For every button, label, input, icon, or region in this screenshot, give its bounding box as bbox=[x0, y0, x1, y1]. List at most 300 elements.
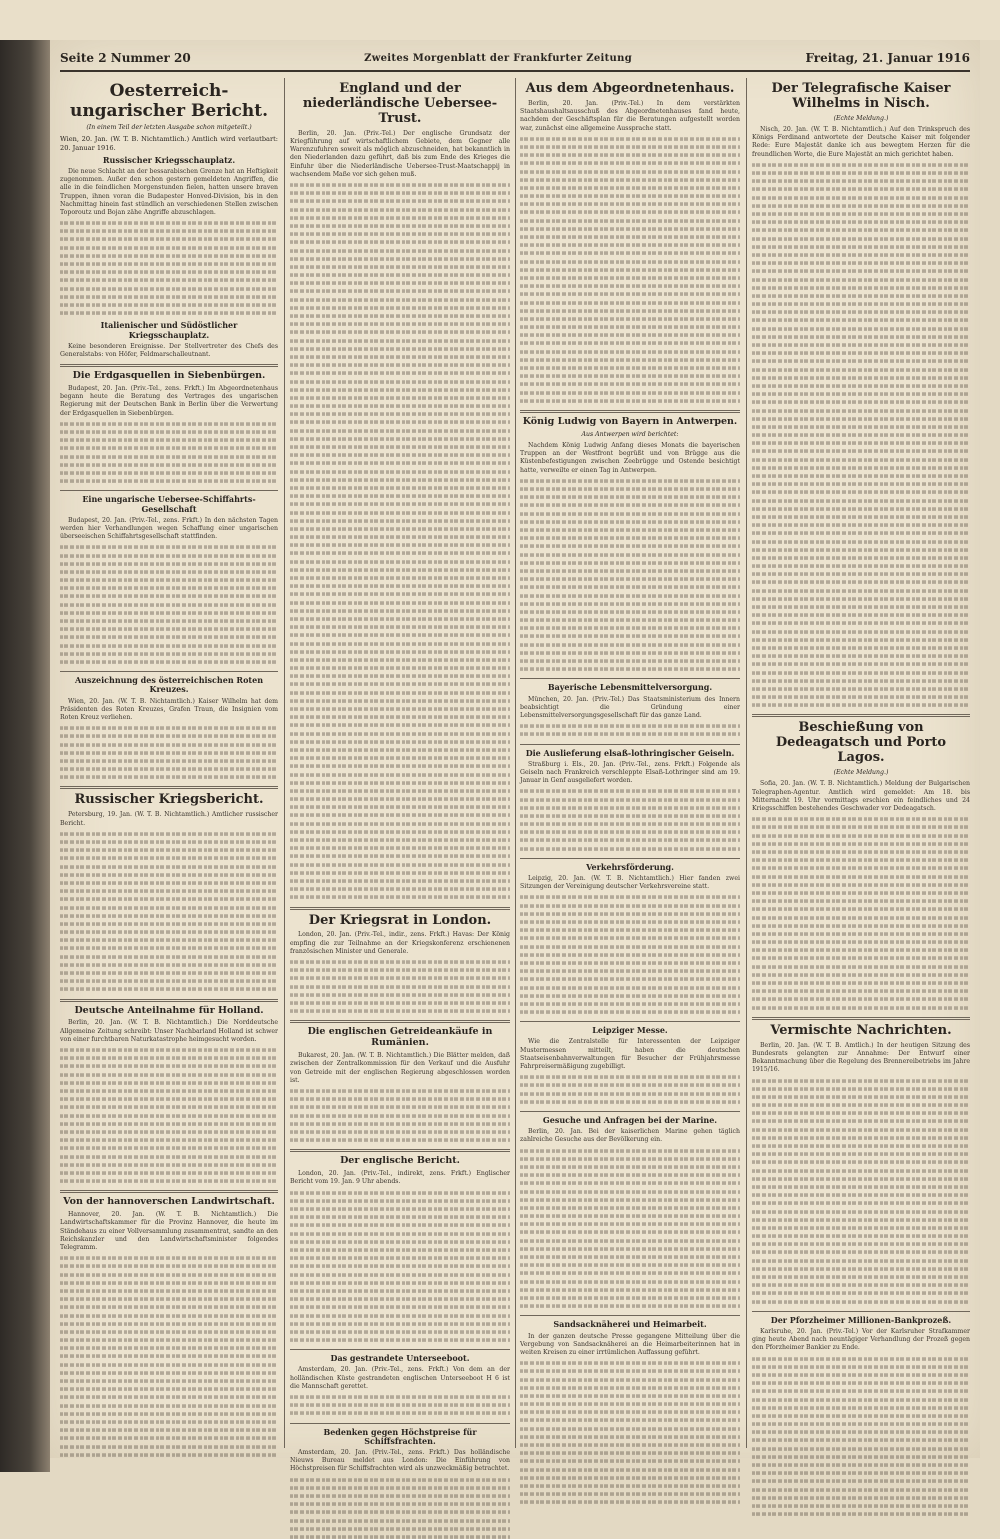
text-line bbox=[752, 302, 970, 306]
text-line bbox=[520, 1419, 740, 1423]
text-line bbox=[60, 1265, 278, 1269]
text-line bbox=[60, 1297, 278, 1301]
text-line bbox=[290, 347, 510, 351]
text-line bbox=[290, 331, 510, 335]
headline-red-cross: Auszeichnung des österreichischen Roten Kreuzes. bbox=[74, 675, 264, 695]
text-line bbox=[752, 515, 970, 519]
text-line bbox=[290, 1248, 510, 1252]
text-line bbox=[290, 1338, 510, 1342]
text-line bbox=[60, 1371, 278, 1375]
section-divider bbox=[520, 744, 740, 745]
text-line bbox=[290, 1001, 510, 1005]
text-line bbox=[752, 474, 970, 478]
text-line bbox=[520, 235, 740, 239]
text-line bbox=[290, 1502, 510, 1506]
text-line bbox=[60, 759, 278, 763]
text-line bbox=[752, 1095, 970, 1099]
text-line bbox=[752, 1169, 970, 1173]
text-line bbox=[520, 496, 740, 500]
text-line bbox=[60, 627, 278, 631]
text-line bbox=[752, 335, 970, 339]
text-line bbox=[290, 372, 510, 376]
column-2 bbox=[290, 78, 510, 1473]
text-line bbox=[60, 955, 278, 959]
text-line bbox=[520, 1443, 740, 1447]
text-line bbox=[752, 1390, 970, 1394]
text-line bbox=[520, 1296, 740, 1300]
article-paragraph: Karlsruhe, 20. Jan. (Priv.-Tel.) Vor der Karlsruher Strafkammer ging heute Abend nach neuntägiger Verhandlung der Prozeß gegen den Pforzheimer Bankier zu Ende. bbox=[752, 1327, 970, 1352]
text-line bbox=[60, 840, 278, 844]
text-line bbox=[520, 268, 740, 272]
article-paragraph: Wien, 20. Jan. (W. T. B. Nichtamtlich.) Kaiser Wilhelm hat dem Präsidenten des Roten Kreuzes, Grafen Traun, die Insignien vom Roten Kreuz verliehen. bbox=[60, 697, 278, 721]
article-paragraph: München, 20. Jan. (Priv.-Tel.) Das Staatsministerium des Innern beabsichtigt die Gründung einer Lebensmittelversorgungsgesellschaft für das ganze Land. bbox=[520, 695, 740, 719]
article-paragraph: Berlin, 20. Jan. Bei der kaiserlichen Marine gehen täglich zahlreiche Gesuche aus der Bevölkerung ein. bbox=[520, 1128, 740, 1144]
text-line bbox=[60, 776, 278, 780]
text-line bbox=[752, 204, 970, 208]
text-line bbox=[60, 546, 278, 550]
text-line bbox=[290, 216, 510, 220]
text-line bbox=[520, 1214, 740, 1218]
text-line bbox=[752, 1439, 970, 1443]
text-line bbox=[60, 751, 278, 755]
section-divider bbox=[520, 678, 740, 679]
section-divider bbox=[290, 1423, 510, 1424]
text-line bbox=[520, 594, 740, 598]
text-line bbox=[290, 691, 510, 695]
text-line bbox=[290, 756, 510, 760]
subheading-russian-theater: Russischer Kriegsschauplatz. bbox=[102, 154, 236, 165]
section-divider bbox=[520, 1315, 740, 1316]
article-intro: Aus Antwerpen wird berichtet: bbox=[581, 430, 679, 438]
article-paragraph: Nisch, 20. Jan. (W. T. B. Nichtamtlich.) Auf den Trinkspruch des Königs Ferdinand antwortete der Deutsche Kaiser mit folgender Rede: Eure Majestät danke ich aus bewegtem Herzen für die freundlichen Worte, die Eure Majestät an mich gerichtet haben. bbox=[752, 126, 970, 158]
text-line bbox=[752, 548, 970, 552]
text-line bbox=[290, 707, 510, 711]
text-line bbox=[290, 413, 510, 417]
article-paragraph: Berlin, 20. Jan. (Priv.-Tel.) In dem verstärkten Staatshaushaltsausschuß des Abgeordnetenhauses fand heute, nachdem der Geschäftsplan für die Beratungen aufgestellt worden war, zunächst eine allgemeine Aussprache statt. bbox=[520, 99, 740, 132]
text-line bbox=[520, 342, 740, 346]
text-line bbox=[752, 442, 970, 446]
text-line bbox=[290, 494, 510, 498]
text-line bbox=[520, 1468, 740, 1472]
text-line bbox=[752, 573, 970, 577]
text-line bbox=[290, 462, 510, 466]
section-divider bbox=[520, 1111, 740, 1112]
text-line bbox=[752, 581, 970, 585]
text-line bbox=[60, 1355, 278, 1359]
text-line bbox=[520, 1255, 740, 1259]
text-line bbox=[290, 993, 510, 997]
text-line bbox=[290, 1216, 510, 1220]
text-line bbox=[752, 1357, 970, 1361]
text-line bbox=[60, 578, 278, 582]
text-line bbox=[520, 1190, 740, 1194]
text-line bbox=[520, 1263, 740, 1267]
text-line bbox=[290, 1412, 510, 1416]
text-line bbox=[290, 724, 510, 728]
text-line bbox=[752, 523, 970, 527]
text-line bbox=[520, 1173, 740, 1177]
text-line bbox=[290, 191, 510, 195]
text-line bbox=[752, 924, 970, 928]
text-line bbox=[290, 773, 510, 777]
text-line bbox=[290, 388, 510, 392]
text-line bbox=[520, 1010, 740, 1014]
text-line bbox=[290, 732, 510, 736]
text-line bbox=[60, 279, 278, 283]
text-line bbox=[520, 651, 740, 655]
section-divider bbox=[60, 671, 278, 672]
text-line bbox=[290, 290, 510, 294]
text-line bbox=[520, 317, 740, 321]
text-line bbox=[752, 327, 970, 331]
text-line bbox=[520, 1157, 740, 1161]
text-line bbox=[752, 278, 970, 282]
headline-subtitle: (Echte Meldung.) bbox=[833, 769, 889, 777]
text-line bbox=[752, 1496, 970, 1500]
text-line bbox=[752, 180, 970, 184]
text-line bbox=[520, 203, 740, 207]
text-line bbox=[752, 1226, 970, 1230]
text-line bbox=[520, 186, 740, 190]
text-line bbox=[752, 319, 970, 323]
text-line bbox=[290, 404, 510, 408]
text-line bbox=[752, 1471, 970, 1475]
section-divider bbox=[752, 1311, 970, 1312]
text-line bbox=[520, 1149, 740, 1153]
text-line bbox=[520, 1280, 740, 1284]
text-line bbox=[60, 1412, 278, 1416]
text-line bbox=[290, 568, 510, 572]
text-line bbox=[290, 1297, 510, 1301]
text-line bbox=[290, 748, 510, 752]
text-line bbox=[752, 1463, 970, 1467]
text-line bbox=[520, 953, 740, 957]
text-line bbox=[520, 733, 740, 737]
text-line bbox=[290, 584, 510, 588]
text-line bbox=[520, 243, 740, 247]
text-line bbox=[60, 652, 278, 656]
text-line bbox=[290, 232, 510, 236]
column-rule bbox=[515, 78, 516, 1448]
text-line bbox=[60, 1097, 278, 1101]
headline-leipzig-fair: Leipziger Messe. bbox=[592, 1025, 668, 1036]
text-line bbox=[752, 1243, 970, 1247]
text-line bbox=[60, 270, 278, 274]
text-line bbox=[290, 601, 510, 605]
text-line bbox=[290, 200, 510, 204]
text-line bbox=[290, 1330, 510, 1334]
text-line bbox=[752, 1193, 970, 1197]
text-line bbox=[752, 1447, 970, 1451]
text-line bbox=[520, 1084, 740, 1088]
headline-parliament: Aus dem Abgeordnetenhaus. bbox=[525, 81, 735, 96]
text-line bbox=[60, 447, 278, 451]
text-line bbox=[60, 971, 278, 975]
text-line bbox=[60, 439, 278, 443]
text-line bbox=[60, 644, 278, 648]
text-line bbox=[60, 1330, 278, 1334]
text-line bbox=[60, 1314, 278, 1318]
headline-hanover-agriculture: Von der hannoverschen Landwirtschaft. bbox=[63, 1196, 275, 1208]
text-line bbox=[752, 343, 970, 347]
text-line bbox=[520, 569, 740, 573]
article-paragraph: Amsterdam, 20. Jan. (Priv.-Tel., zens. Frkft.) Das holländische Nieuws Bureau meldet aus London: Die Einführung von Höchstpreisen für Schiffsfrachten wird als unzweckmäßig betrachtet. bbox=[290, 1448, 510, 1473]
text-line bbox=[60, 767, 278, 771]
headline-war-council: Der Kriegsrat in London. bbox=[308, 912, 492, 928]
text-line bbox=[520, 219, 740, 223]
text-line bbox=[290, 1322, 510, 1326]
text-line bbox=[520, 153, 740, 157]
text-line bbox=[752, 957, 970, 961]
text-line bbox=[520, 1451, 740, 1455]
text-line bbox=[752, 1152, 970, 1156]
text-line bbox=[752, 482, 970, 486]
text-line bbox=[752, 597, 970, 601]
text-line bbox=[290, 830, 510, 834]
text-line bbox=[60, 1420, 278, 1424]
text-line bbox=[520, 1435, 740, 1439]
text-line bbox=[752, 1251, 970, 1255]
text-line bbox=[752, 540, 970, 544]
text-line bbox=[60, 735, 278, 739]
article-paragraph: Amsterdam, 20. Jan. (Priv.-Tel., zens. Frkft.) Von dem an der holländischen Küste gestrandeten englischen Unterseeboot H 6 ist die Mannschaft gerettet. bbox=[290, 1366, 510, 1390]
text-line bbox=[60, 979, 278, 983]
text-line bbox=[60, 1081, 278, 1085]
text-line bbox=[290, 1097, 510, 1101]
text-line bbox=[60, 1122, 278, 1126]
text-line bbox=[60, 570, 278, 574]
headline-bavarian-food: Bayerische Lebensmittelversorgung. bbox=[547, 682, 713, 693]
headline-russian-report: Russischer Kriegsbericht. bbox=[74, 792, 264, 808]
headline-austrian-report: Oesterreich-ungarischer Bericht. bbox=[69, 81, 269, 121]
text-line bbox=[752, 1144, 970, 1148]
text-line bbox=[60, 906, 278, 910]
column-rule bbox=[284, 78, 285, 1448]
text-line bbox=[752, 671, 970, 675]
text-line bbox=[752, 654, 970, 658]
text-line bbox=[520, 137, 740, 141]
text-line bbox=[752, 589, 970, 593]
text-line bbox=[520, 553, 740, 557]
text-line bbox=[60, 1445, 278, 1449]
page-header bbox=[60, 46, 970, 72]
text-line bbox=[60, 1057, 278, 1061]
section-divider bbox=[60, 364, 278, 367]
text-line bbox=[752, 989, 970, 993]
text-line bbox=[520, 1386, 740, 1390]
text-line bbox=[290, 1314, 510, 1318]
text-line bbox=[752, 981, 970, 985]
text-line bbox=[290, 322, 510, 326]
headline-freight-prices: Bedenken gegen Höchstpreise für Schiffsfrachten. bbox=[323, 1426, 477, 1446]
text-line bbox=[752, 392, 970, 396]
text-line bbox=[752, 875, 970, 879]
text-line bbox=[752, 613, 970, 617]
text-line bbox=[290, 896, 510, 900]
text-line bbox=[520, 399, 740, 403]
headline-subtitle: (Echte Meldung.) bbox=[833, 114, 889, 122]
text-line bbox=[60, 865, 278, 869]
text-line bbox=[752, 532, 970, 536]
text-line bbox=[290, 1191, 510, 1195]
text-line bbox=[752, 409, 970, 413]
text-line bbox=[290, 1089, 510, 1093]
section-divider bbox=[752, 1017, 970, 1020]
text-line bbox=[520, 822, 740, 826]
section-divider bbox=[520, 858, 740, 859]
article-paragraph: Berlin, 20. Jan. (W. T. B. Nichtamtlich.) Die Norddeutsche Allgemeine Zeitung schreibt: Unser Nachbarland Holland ist schwer von einer furchtbaren Naturkatastrophe heimgesucht worden. bbox=[60, 1019, 278, 1043]
text-line bbox=[290, 298, 510, 302]
text-line bbox=[520, 1501, 740, 1505]
text-line bbox=[520, 1206, 740, 1210]
text-line bbox=[520, 928, 740, 932]
text-line bbox=[520, 391, 740, 395]
text-line bbox=[60, 1106, 278, 1110]
text-line bbox=[60, 832, 278, 836]
article-paragraph: Budapest, 20. Jan. (Priv.-Tel., zens. Frkft.) Im Abgeordnetenhaus begann heute die Beratung des Vertrages des ungarischen Regierung mit der Deutschen Bank in Berlin über die Verwertung der Erdgasquellen in Siebenbürgen. bbox=[60, 385, 278, 417]
text-line bbox=[290, 1009, 510, 1013]
text-line bbox=[290, 822, 510, 826]
text-line bbox=[520, 814, 740, 818]
text-line bbox=[752, 940, 970, 944]
text-line bbox=[752, 899, 970, 903]
text-line bbox=[290, 380, 510, 384]
text-line bbox=[752, 556, 970, 560]
text-line bbox=[290, 740, 510, 744]
text-line bbox=[752, 679, 970, 683]
text-line bbox=[520, 978, 740, 982]
text-line bbox=[752, 1006, 970, 1010]
text-line bbox=[752, 1431, 970, 1435]
text-line bbox=[290, 486, 510, 490]
text-line bbox=[60, 238, 278, 242]
text-line bbox=[60, 857, 278, 861]
text-line bbox=[290, 1519, 510, 1523]
text-line bbox=[290, 625, 510, 629]
text-line bbox=[752, 1218, 970, 1222]
text-line bbox=[752, 646, 970, 650]
text-line bbox=[752, 1292, 970, 1296]
text-line bbox=[520, 1198, 740, 1202]
text-line bbox=[752, 1398, 970, 1402]
text-line bbox=[520, 487, 740, 491]
text-line bbox=[752, 1512, 970, 1516]
text-line bbox=[752, 1406, 970, 1410]
text-line bbox=[752, 1079, 970, 1083]
text-line bbox=[520, 618, 740, 622]
text-line bbox=[520, 577, 740, 581]
text-line bbox=[520, 920, 740, 924]
book-spine bbox=[0, 0, 50, 1472]
text-line bbox=[752, 368, 970, 372]
text-line bbox=[290, 1265, 510, 1269]
text-line bbox=[290, 985, 510, 989]
text-line bbox=[520, 994, 740, 998]
header-date: Freitag, 21. Januar 1916 bbox=[805, 51, 970, 65]
text-line bbox=[520, 847, 740, 851]
text-line bbox=[752, 1381, 970, 1385]
text-line bbox=[752, 605, 970, 609]
text-line bbox=[290, 208, 510, 212]
text-line bbox=[290, 609, 510, 613]
article-paragraph: Berlin, 20. Jan. (Priv.-Tel.) Der englische Grundsatz der Kriegführung auf wirtschaftlichem Gebiete, dem Gegner alle Warenzufuhren soweit als möglich abzuschneiden, hat bekanntlich in den Niederlanden dazu geführt, daß bis zum Ende des Krieges die Einfuhr über die Niederländische Ueberseе-Trust-Maatschappij in wachsendem Maße vor sich gehen muß. bbox=[290, 129, 510, 178]
text-line bbox=[752, 220, 970, 224]
text-line bbox=[60, 963, 278, 967]
article-paragraph: Petersburg, 19. Jan. (W. T. B. Nichtamtlich.) Amtlicher russischer Bericht. bbox=[60, 811, 278, 827]
text-line bbox=[290, 1535, 510, 1539]
text-line bbox=[752, 1185, 970, 1189]
header-masthead: Zweites Morgenblatt der Frankfurter Zeitung bbox=[364, 52, 632, 64]
text-line bbox=[290, 1199, 510, 1203]
text-line bbox=[60, 988, 278, 992]
text-line bbox=[290, 634, 510, 638]
text-line bbox=[752, 376, 970, 380]
text-line bbox=[290, 183, 510, 187]
text-line bbox=[520, 1272, 740, 1276]
text-line bbox=[290, 429, 510, 433]
text-line bbox=[520, 986, 740, 990]
text-line bbox=[60, 1179, 278, 1183]
text-line bbox=[290, 241, 510, 245]
text-line bbox=[60, 595, 278, 599]
text-line bbox=[752, 1300, 970, 1304]
text-line bbox=[752, 499, 970, 503]
text-line bbox=[520, 1361, 740, 1365]
text-line bbox=[60, 873, 278, 877]
text-line bbox=[752, 883, 970, 887]
text-line bbox=[60, 479, 278, 483]
text-line bbox=[60, 636, 278, 640]
text-line bbox=[520, 961, 740, 965]
text-line bbox=[520, 912, 740, 916]
text-line bbox=[520, 545, 740, 549]
text-line bbox=[290, 1306, 510, 1310]
text-line bbox=[60, 889, 278, 893]
headline-king-ludwig: König Ludwig von Bayern in Antwerpen. bbox=[522, 415, 738, 427]
text-line bbox=[520, 561, 740, 565]
section-divider bbox=[520, 410, 740, 413]
text-line bbox=[290, 846, 510, 850]
text-line bbox=[290, 781, 510, 785]
text-line bbox=[60, 230, 278, 234]
headline-england-trust: England und der niederländische Ueberseе-Trust. bbox=[302, 81, 498, 126]
headline-sandbags: Sandsacknäherei und Heimarbeit. bbox=[553, 1319, 707, 1330]
text-line bbox=[752, 1373, 970, 1377]
text-line bbox=[520, 1402, 740, 1406]
text-line bbox=[752, 998, 970, 1002]
subheading-italian-theater: Italienischer und Südöstlicher Kriegsschauplatz. bbox=[100, 320, 238, 340]
text-line bbox=[752, 858, 970, 862]
text-line bbox=[752, 384, 970, 388]
text-line bbox=[290, 1114, 510, 1118]
text-line bbox=[60, 1338, 278, 1342]
text-line bbox=[752, 212, 970, 216]
text-line bbox=[290, 224, 510, 228]
text-line bbox=[520, 1076, 740, 1080]
text-line bbox=[752, 1177, 970, 1181]
headline-kaiser-toast: Der Telegrafische Kaiser Wilhelms in Nisch. bbox=[771, 81, 951, 111]
text-line bbox=[520, 1476, 740, 1480]
text-line bbox=[752, 687, 970, 691]
text-line bbox=[752, 417, 970, 421]
text-line bbox=[60, 1163, 278, 1167]
text-line bbox=[290, 683, 510, 687]
text-line bbox=[290, 699, 510, 703]
text-line bbox=[60, 939, 278, 943]
dateline: Wien, 20. Jan. (W. T. B. Nichtamtlich.) Amtlich wird verlautbart: 20. Januar 1916. bbox=[60, 135, 278, 152]
article-paragraph: Wie die Zentralstelle für Interessenten der Leipziger Mustermessen mitteilt, haben die deutschen Staatseisenbahnverwaltungen für Besucher der Frühjahrsmesse Fahrpreisermäßigung zugebilligt. bbox=[520, 1038, 740, 1071]
article-paragraph: Die neue Schlacht an der bessarabischen Grenze hat an Heftigkeit zugenommen. Außer den schon gestern gemeldeten Angriffen, die alle in die feindlichen Morgenstunden fielen, hatten unsere braven Truppen, ihnen voran die Budapester Honved-Division, bis in den Nachmittag hinein fast stündlich an verschiedenen Stellen zwischen Toporoutz und Bojan zähe Angriffe abzuschlagen. bbox=[60, 167, 278, 216]
